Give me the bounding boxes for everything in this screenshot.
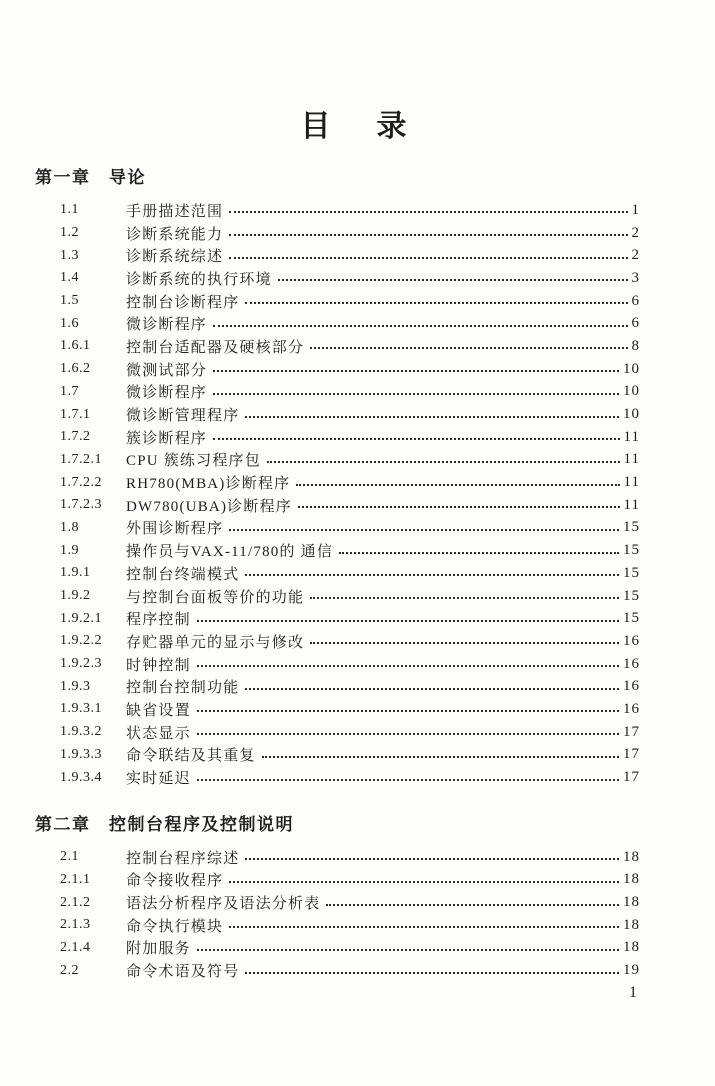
entry-title: 微诊断程序 [126, 385, 208, 402]
dot-leader [245, 688, 619, 690]
entry-number: 2.2 [60, 962, 79, 978]
entry-number: 1.9.3 [60, 678, 91, 694]
entry-title: 语法分析程序及语法分析表 [126, 896, 321, 913]
dot-leader [213, 393, 619, 395]
entry-title: 簇诊断程序 [126, 430, 208, 447]
entry-number: 2.1.1 [60, 871, 91, 887]
dot-leader [197, 779, 619, 781]
dot-leader [229, 881, 619, 883]
dot-leader [245, 972, 619, 974]
entry-number: 1.9.3.3 [60, 746, 102, 762]
toc-entry [35, 244, 640, 267]
entry-title: 附加服务 [126, 941, 191, 958]
entry-page-number: 11 [623, 451, 640, 468]
entry-number: 1.6.2 [60, 361, 91, 377]
entry-page-number: 18 [623, 894, 640, 911]
entry-number: 2.1 [60, 849, 79, 865]
toc-entry [35, 403, 640, 426]
entry-title: 命令联结及其重复 [126, 748, 256, 765]
entry-title: 控制台适配器及硬核部分 [126, 339, 305, 356]
chapter-heading: 第二章 控制台程序及控制说明 [35, 814, 294, 834]
entry-title: 手册描述范围 [126, 203, 224, 220]
entry-number: 1.5 [60, 293, 79, 309]
entry-page-number: 18 [623, 871, 640, 888]
entry-number: 1.2 [60, 225, 79, 241]
entry-title: 操作员与VAX-11/780的 通信 [126, 544, 334, 561]
dot-leader [298, 506, 620, 508]
entry-title: 诊断系统的执行环境 [126, 271, 272, 288]
entry-title: 控制台控制功能 [126, 680, 240, 697]
toc-entry [35, 869, 640, 892]
chapter-section [35, 166, 640, 789]
entry-number: 1.7.2 [60, 429, 91, 445]
entry-page-number: 17 [623, 723, 640, 740]
toc-entry [35, 312, 640, 335]
entry-number: 1.7.2.2 [60, 474, 102, 490]
entry-page-number: 10 [623, 383, 640, 400]
entry-title: 诊断系统能力 [126, 226, 224, 243]
entry-number: 1.8 [60, 519, 79, 535]
entry-title: 时钟控制 [126, 657, 191, 674]
entry-page-number: 16 [623, 632, 640, 649]
entry-title: 命令接收程序 [126, 873, 224, 890]
entry-page-number: 2 [631, 247, 640, 264]
entry-title: 命令执行模块 [126, 918, 224, 935]
entry-page-number: 3 [631, 269, 640, 286]
toc-entry [35, 846, 640, 869]
entry-page-number: 11 [623, 474, 640, 491]
entry-number: 1.9.2.2 [60, 633, 102, 649]
dot-leader [197, 733, 619, 735]
page-title: 目 录 [300, 109, 415, 144]
entry-title: DW780(UBA)诊断程序 [126, 498, 292, 515]
entry-title: 命令术语及符号 [126, 964, 240, 981]
toc-entry [35, 539, 640, 562]
dot-leader [296, 484, 619, 486]
entry-title: 程序控制 [126, 612, 191, 629]
dot-leader [245, 574, 619, 576]
toc-entry [35, 517, 640, 540]
chapter-heading: 第一章 导论 [35, 168, 146, 187]
entry-number: 2.1.3 [60, 917, 91, 933]
toc-entry [35, 562, 640, 585]
entry-page-number: 15 [623, 610, 640, 627]
toc-entry [35, 959, 640, 982]
toc-entry [35, 381, 640, 404]
entry-page-number: 16 [623, 700, 640, 717]
entry-page-number: 18 [623, 939, 640, 956]
toc-entry [35, 937, 640, 960]
dot-leader [197, 665, 619, 667]
entry-number: 1.9.1 [60, 565, 91, 581]
entry-title: 诊断系统综述 [126, 249, 224, 266]
toc-entry [35, 766, 640, 789]
dot-leader [213, 325, 627, 327]
entry-title: 控制台终端模式 [126, 566, 240, 583]
entry-title: 微测试部分 [126, 362, 208, 379]
entry-page-number: 15 [623, 587, 640, 604]
entry-number: 1.6 [60, 315, 79, 331]
entry-page-number: 10 [623, 406, 640, 423]
dot-leader [229, 257, 627, 259]
entry-page-number: 15 [623, 542, 640, 559]
entry-page-number: 16 [623, 655, 640, 672]
toc-entry [35, 426, 640, 449]
dot-leader [310, 642, 619, 644]
entry-page-number: 15 [623, 564, 640, 581]
dot-leader [310, 347, 627, 349]
entry-number: 1.7.2.3 [60, 497, 102, 513]
entry-title: 缺省设置 [126, 702, 191, 719]
entry-page-number: 19 [623, 962, 640, 979]
entry-title: 微诊断程序 [126, 317, 208, 334]
entry-page-number: 6 [631, 315, 640, 332]
dot-leader [262, 756, 619, 758]
entry-title: 实时延迟 [126, 771, 191, 788]
entry-page-number: 17 [623, 769, 640, 786]
entry-page-number: 18 [623, 916, 640, 933]
entry-page-number: 11 [623, 428, 640, 445]
toc-entry [35, 607, 640, 630]
entry-title: 微诊断管理程序 [126, 408, 240, 425]
dot-leader [245, 858, 619, 860]
toc-entry [35, 358, 640, 381]
toc-entry [35, 449, 640, 472]
dot-leader [267, 461, 620, 463]
toc-entry [35, 199, 640, 222]
entry-number: 1.9.2 [60, 588, 91, 604]
toc-entry [35, 335, 640, 358]
entry-page-number: 15 [623, 519, 640, 536]
page-number: 1 [629, 984, 637, 1001]
entry-title: 存贮器单元的显示与修改 [126, 634, 305, 651]
dot-leader [213, 370, 619, 372]
dot-leader [229, 926, 619, 928]
entry-title: 控制台诊断程序 [126, 294, 240, 311]
chapter-section [35, 813, 640, 982]
entry-page-number: 17 [623, 746, 640, 763]
entry-number: 1.9.2.1 [60, 610, 102, 626]
entry-page-number: 2 [631, 224, 640, 241]
entry-page-number: 6 [631, 292, 640, 309]
toc-entry [35, 675, 640, 698]
entry-page-number: 11 [623, 496, 640, 513]
dot-leader [245, 302, 627, 304]
entry-number: 1.1 [60, 202, 79, 218]
entry-number: 1.9.2.3 [60, 656, 102, 672]
entry-page-number: 10 [623, 360, 640, 377]
dot-leader [229, 529, 619, 531]
dot-leader [245, 416, 619, 418]
toc-entry [35, 222, 640, 245]
toc-entry [35, 721, 640, 744]
dot-leader [310, 597, 619, 599]
entry-page-number: 16 [623, 678, 640, 695]
dot-leader [213, 438, 620, 440]
dot-leader [326, 904, 619, 906]
entry-number: 2.1.2 [60, 894, 91, 910]
dot-leader [197, 620, 619, 622]
entry-number: 1.3 [60, 247, 79, 263]
entry-number: 1.7 [60, 383, 79, 399]
toc-entry [35, 914, 640, 937]
table-of-contents [0, 146, 715, 982]
entry-number: 1.9.3.2 [60, 724, 102, 740]
toc-entry [35, 630, 640, 653]
entry-number: 1.4 [60, 270, 79, 286]
entry-title: 控制台程序综述 [126, 850, 240, 867]
entry-number: 1.9.3.1 [60, 701, 102, 717]
entry-title: 外围诊断程序 [126, 521, 224, 538]
dot-leader [229, 211, 627, 213]
entry-page-number: 1 [631, 201, 640, 218]
entry-number: 1.9 [60, 542, 79, 558]
toc-entry [35, 653, 640, 676]
entry-number: 1.6.1 [60, 338, 91, 354]
toc-entry [35, 891, 640, 914]
dot-leader [229, 234, 627, 236]
entry-number: 1.9.3.4 [60, 769, 102, 785]
toc-entry [35, 698, 640, 721]
toc-entry [35, 267, 640, 290]
entry-title: CPU 簇练习程序包 [126, 453, 261, 470]
dot-leader [197, 949, 619, 951]
entry-title: RH780(MBA)诊断程序 [126, 476, 291, 493]
toc-entry [35, 744, 640, 767]
toc-entry [35, 290, 640, 313]
dot-leader [278, 279, 628, 281]
entry-number: 2.1.4 [60, 939, 91, 955]
entry-title: 状态显示 [126, 725, 191, 742]
entry-title: 与控制台面板等价的功能 [126, 589, 305, 606]
entry-number: 1.7.2.1 [60, 451, 102, 467]
entry-page-number: 18 [623, 848, 640, 865]
entry-number: 1.7.1 [60, 406, 91, 422]
dot-leader [339, 552, 619, 554]
toc-entry [35, 585, 640, 608]
toc-entry [35, 471, 640, 494]
toc-entry [35, 494, 640, 517]
entry-page-number: 8 [631, 337, 640, 354]
dot-leader [197, 710, 619, 712]
